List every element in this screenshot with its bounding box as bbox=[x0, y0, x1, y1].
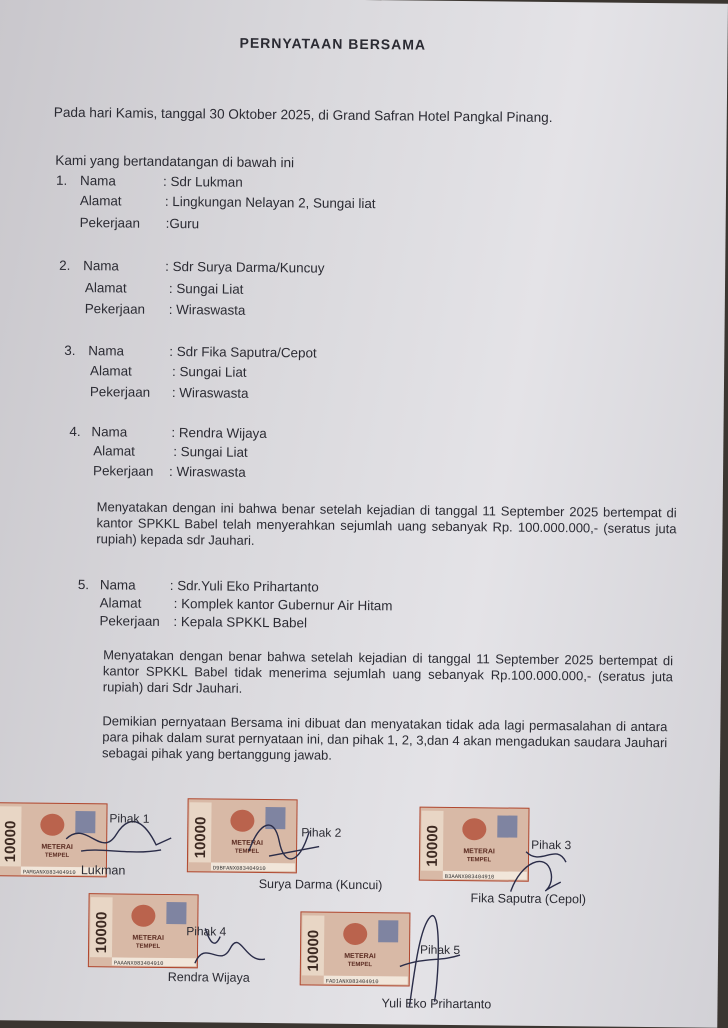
party-1-alamat-label: Alamat bbox=[79, 193, 122, 209]
party-2-nama-label: Nama bbox=[83, 258, 120, 274]
party-3-nama: : Sdr Fika Saputra/Cepot bbox=[169, 343, 317, 361]
party-1-alamat: : Lingkungan Nelayan 2, Sungai liat bbox=[164, 193, 376, 212]
party-5-pekerjaan: : Kepala SPKKL Babel bbox=[173, 614, 308, 631]
party-1-nama-label: Nama bbox=[80, 173, 116, 189]
stamp-label-bottom: TEMPEL bbox=[347, 961, 373, 969]
statement-2: Menyatakan dengan benar bahwa setelah kejadian di tanggal 11 September 2025 bertempat di kantor SPKKL Babel tidak menerima sejumlah uang sebanyak Rp.100.000.000,- (seratus juta rupiah) dari Sdr Jauhari. bbox=[102, 647, 674, 696]
closing-paragraph: Demikian pernyataan Bersama ini dibuat dan menyatakan tidak ada lagi permasalahan di antara para pihak dalam surat pernyataan ini, dan pihak 1, 2, 3,dan 4 akan mengadukan saudara Jauhari sebagai pihak yang bertanggung jawab. bbox=[102, 713, 668, 763]
party-4-alamat-label: Alamat bbox=[93, 443, 136, 459]
party-3-pekerjaan: : Wiraswasta bbox=[171, 385, 249, 401]
signer-2-name: Surya Darma (Kuncui) bbox=[258, 876, 383, 893]
pihak-3-label: Pihak 3 bbox=[531, 837, 572, 853]
party-5-pekerjaan-label: Pekerjaan bbox=[99, 613, 160, 629]
signer-3-name: Fika Saputra (Cepol) bbox=[470, 891, 586, 907]
party-4-number: 4. bbox=[69, 423, 81, 440]
signer-1-name: Lukman bbox=[80, 863, 126, 878]
stamp-value: 10000 bbox=[93, 911, 111, 954]
stamp-value: 10000 bbox=[1, 820, 20, 863]
party-5-nama-label: Nama bbox=[99, 577, 136, 593]
party-2-alamat: : Sungai Liat bbox=[168, 280, 244, 297]
opening-line: Pada hari Kamis, tanggal 30 Oktober 2025, di Grand Safran Hotel Pangkal Pinang. bbox=[53, 104, 553, 125]
stamp-value: 10000 bbox=[192, 816, 210, 859]
party-4-nama-label: Nama bbox=[91, 424, 128, 440]
signature-2 bbox=[239, 811, 340, 872]
signer-5-name: Yuli Eko Prihartanto bbox=[381, 996, 492, 1012]
party-5-alamat-label: Alamat bbox=[99, 595, 142, 611]
stamp-label-bottom: TEMPEL bbox=[234, 848, 260, 855]
party-2-pekerjaan-label: Pekerjaan bbox=[84, 301, 146, 317]
party-1-pekerjaan: :Guru bbox=[165, 215, 200, 232]
party-4-pekerjaan-label: Pekerjaan bbox=[92, 463, 154, 479]
stamp-label-bottom: TEMPEL bbox=[466, 857, 492, 864]
party-1-nama: : Sdr Lukman bbox=[163, 173, 243, 190]
stamp-serial: B3AANX083404910 bbox=[444, 872, 495, 881]
party-3-nama-label: Nama bbox=[88, 343, 125, 359]
document-title: PERNYATAAN BERSAMA bbox=[239, 34, 427, 53]
party-3-alamat: : Sungai Liat bbox=[172, 364, 247, 380]
party-3-pekerjaan-label: Pekerjaan bbox=[89, 384, 151, 400]
intro-line: Kami yang bertandatangan di bawah ini bbox=[55, 152, 295, 171]
party-5-number: 5. bbox=[77, 577, 90, 593]
stamp-serial: PAMGANX083404910 bbox=[22, 868, 76, 877]
stamp-serial: FAD1ANX083404910 bbox=[325, 977, 379, 986]
party-1-pekerjaan-label: Pekerjaan bbox=[79, 215, 141, 231]
party-4-nama: : Rendra Wijaya bbox=[171, 425, 267, 442]
stamp-label-top: METERAI bbox=[463, 848, 495, 856]
party-4-alamat: : Sungai Liat bbox=[173, 444, 248, 460]
stamp-label-top: METERAI bbox=[41, 843, 73, 851]
stamp-value: 10000 bbox=[304, 929, 323, 972]
party-2-nama: : Sdr Surya Darma/Kuncuy bbox=[165, 258, 325, 276]
pihak-1-label: Pihak 1 bbox=[109, 811, 150, 826]
signer-4-name: Rendra Wijaya bbox=[167, 969, 250, 985]
party-3-number: 3. bbox=[64, 342, 76, 358]
stamp-label-top: METERAI bbox=[344, 952, 376, 961]
party-2-number: 2. bbox=[59, 257, 71, 273]
stamp-label-bottom: TEMPEL bbox=[44, 852, 70, 859]
stamp-label-top: METERAI bbox=[132, 934, 164, 942]
stamp-label-top: METERAI bbox=[231, 839, 263, 847]
stamp-serial: PAAANX083404910 bbox=[113, 959, 164, 967]
party-1-number: 1. bbox=[56, 172, 68, 188]
stamp-value: 10000 bbox=[423, 824, 442, 867]
party-2-alamat-label: Alamat bbox=[84, 280, 127, 296]
party-5-nama: : Sdr.Yuli Eko Prihartanto bbox=[169, 577, 319, 595]
pihak-2-label: Pihak 2 bbox=[301, 825, 342, 840]
stamp-label-bottom: TEMPEL bbox=[135, 943, 161, 950]
stamp-serial: D9BFANX083404910 bbox=[212, 864, 266, 873]
pihak-5-label: Pihak 5 bbox=[419, 942, 461, 958]
party-5-alamat: : Komplek kantor Gubernur Air Hitam bbox=[173, 596, 393, 614]
pihak-4-label: Pihak 4 bbox=[186, 924, 227, 939]
party-2-pekerjaan: : Wiraswasta bbox=[168, 301, 246, 318]
party-3-alamat-label: Alamat bbox=[90, 363, 132, 379]
statement-1: Menyatakan dengan ini bahwa benar setelah kejadian di tanggal 11 September 2025 bertempat di kantor SPKKL Babel telah menyerahkan sejumlah uang sebanyak Rp. 100.000.000,- (seratus juta rupiah) kepada sdr Jauhari. bbox=[96, 499, 677, 548]
party-4-pekerjaan: : Wiraswasta bbox=[168, 463, 246, 480]
